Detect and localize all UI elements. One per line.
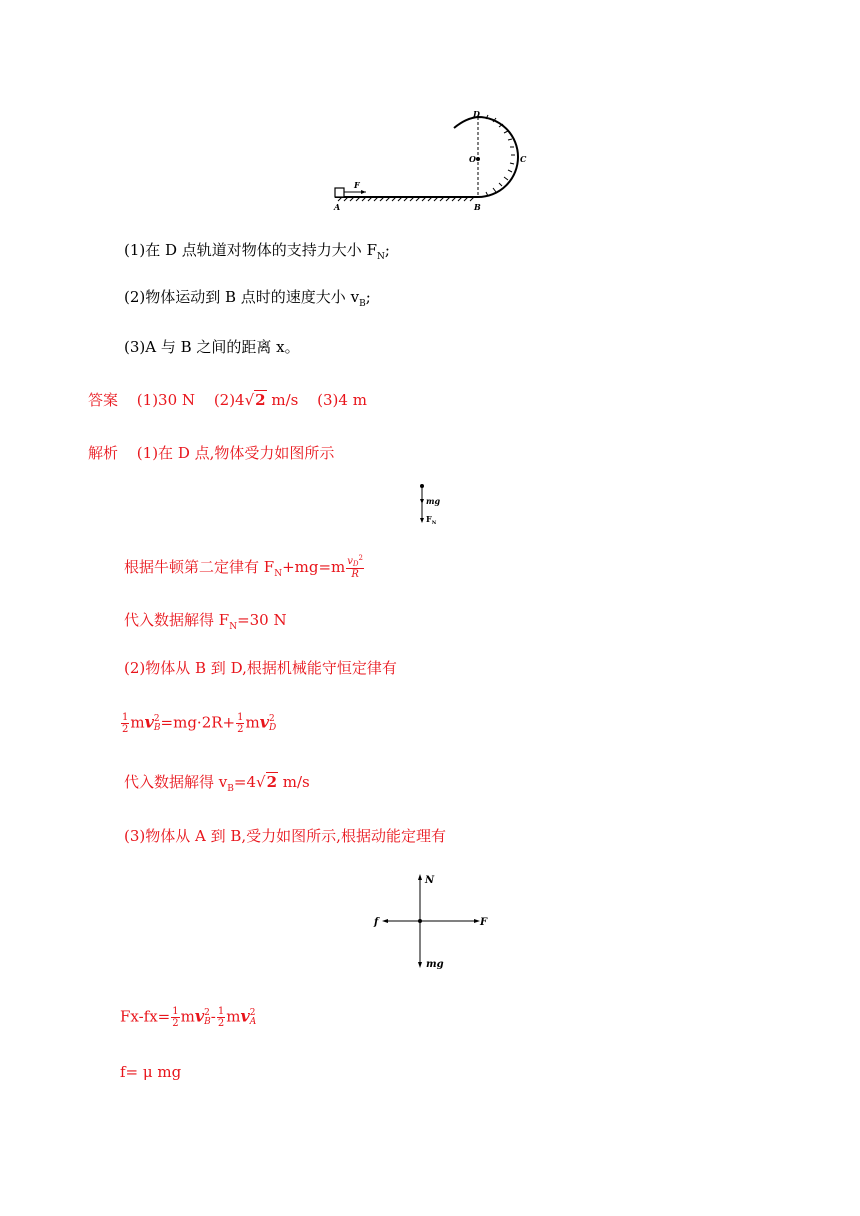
answer-part1: (1)30 N <box>136 391 196 409</box>
force-diagram-AB <box>370 868 490 976</box>
fig2-mg: mg <box>426 959 444 970</box>
fig1-FN: $F_N$ <box>426 514 437 526</box>
fig2-f: f <box>374 917 379 928</box>
label-A: A <box>334 202 341 212</box>
analysis-label: 解析 <box>88 444 119 462</box>
arc-hatch <box>486 115 515 196</box>
answer-part3: (3)4 m <box>317 391 367 409</box>
answer-part2: (2)4√2 m/s <box>213 391 299 409</box>
work-energy-equation: Fx-fx= $\frac{1}{2}$ mv 2 B - $\frac{1}{2}$ mv 2 A <box>120 1006 257 1029</box>
part3-intro: (3)物体从 A 到 B,受力如图所示,根据动能定理有 <box>124 827 446 845</box>
energy-equation: $\frac{1}{2}$ mv 2 B =mg·2R+ $\frac{1}{2}$ mv 2 D <box>122 712 277 735</box>
label-D: D <box>473 109 480 119</box>
block <box>335 188 344 197</box>
label-O: O <box>469 154 476 164</box>
answer-line <box>88 390 367 410</box>
question-1: (1)在 D 点轨道对物体的支持力大小 $F_N$; <box>124 241 390 262</box>
part2-intro: (2)物体从 B 到 D,根据机械能守恒定律有 <box>124 659 397 677</box>
fig2-F: F <box>480 917 488 928</box>
solve-FN: 代入数据解得 $F_N=30$ N <box>124 611 287 632</box>
track-figure <box>330 106 540 214</box>
newton-fraction: $\frac{v_D^2}{R}$ <box>347 554 363 580</box>
analysis-intro: 解析 (1)在 D 点,物体受力如图所示 <box>88 444 335 462</box>
fig2-N: N <box>425 875 435 886</box>
fig1-mg: mg <box>426 496 441 506</box>
question-2: (2)物体运动到 B 点时的速度大小 $v_B$; <box>124 288 371 309</box>
answer-label: 答案 <box>88 391 119 409</box>
label-B: B <box>474 202 481 212</box>
force-diagram-D <box>414 482 454 528</box>
label-F: F <box>354 180 360 190</box>
solve-vB: 代入数据解得 $v_B=4√2$ m/s <box>124 773 310 794</box>
friction-equation: f= μ mg <box>120 1063 182 1081</box>
semicircle-track <box>454 117 518 197</box>
newton-equation: 根据牛顿第二定律有 $F_N+mg=m$ $\frac{v_D^2}{R}$ <box>124 554 363 580</box>
question-3: (3)A 与 B 之间的距离 x。 <box>124 338 300 356</box>
center-point <box>476 157 480 161</box>
label-C: C <box>520 154 527 164</box>
